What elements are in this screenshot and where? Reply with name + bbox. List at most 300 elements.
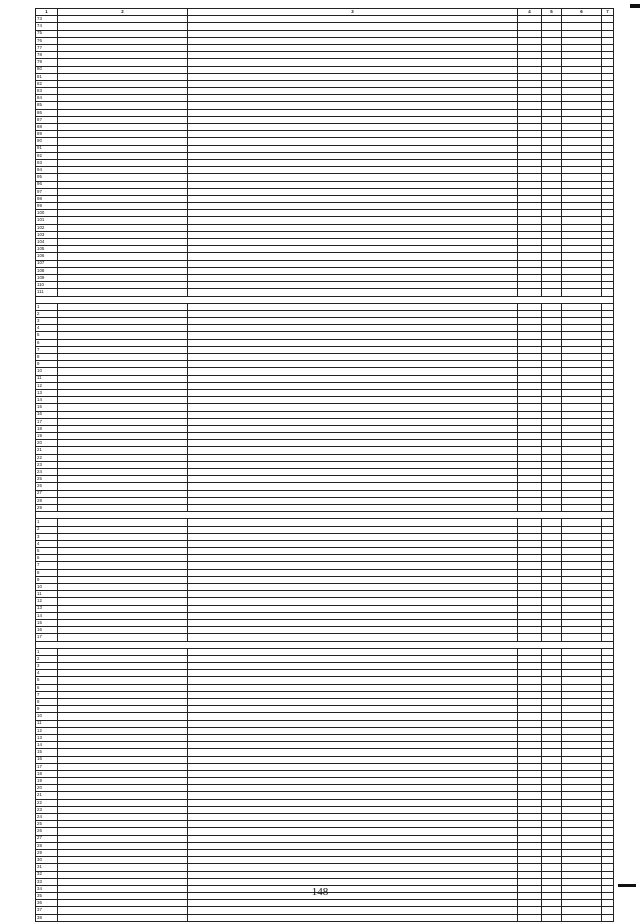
table-row	[36, 318, 614, 325]
cell-c2	[58, 857, 188, 864]
cell-c3	[188, 849, 518, 856]
cell-c4	[518, 303, 542, 310]
cell-c2	[58, 447, 188, 454]
cell-c7	[602, 375, 614, 382]
cell-c1: 84	[36, 95, 58, 102]
cell-c3	[188, 37, 518, 44]
cell-c7	[602, 339, 614, 346]
table-row	[36, 361, 614, 368]
cell-c1: 28	[36, 842, 58, 849]
cell-c7	[602, 734, 614, 741]
cell-c7	[602, 634, 614, 641]
table-row	[36, 425, 614, 432]
cell-c2	[58, 878, 188, 885]
table-row	[36, 203, 614, 210]
cell-c3	[188, 66, 518, 73]
cell-c4	[518, 361, 542, 368]
cell-c2	[58, 260, 188, 267]
table-row	[36, 145, 614, 152]
cell-c7	[602, 749, 614, 756]
table-row	[36, 37, 614, 44]
cell-c7	[602, 224, 614, 231]
table-row	[36, 799, 614, 806]
table-row	[36, 159, 614, 166]
cell-c5	[542, 699, 562, 706]
cell-c7	[602, 203, 614, 210]
cell-c7	[602, 310, 614, 317]
cell-c1: 107	[36, 260, 58, 267]
cell-c3	[188, 145, 518, 152]
cell-c1: 15	[36, 404, 58, 411]
cell-c3	[188, 210, 518, 217]
cell-c3	[188, 691, 518, 698]
cell-c3	[188, 310, 518, 317]
cell-c5	[542, 37, 562, 44]
cell-c3	[188, 799, 518, 806]
cell-c5	[542, 540, 562, 547]
cell-c1: 104	[36, 239, 58, 246]
cell-c6	[562, 289, 602, 296]
table-row	[36, 878, 614, 885]
cell-c2	[58, 907, 188, 914]
cell-c3	[188, 806, 518, 813]
cell-c5	[542, 605, 562, 612]
cell-c4	[518, 634, 542, 641]
cell-c3	[188, 821, 518, 828]
cell-c7	[602, 325, 614, 332]
cell-c3	[188, 540, 518, 547]
cell-c6	[562, 842, 602, 849]
cell-c3	[188, 318, 518, 325]
cell-c3	[188, 533, 518, 540]
table-row	[36, 555, 614, 562]
cell-c2	[58, 584, 188, 591]
cell-c4	[518, 864, 542, 871]
cell-c2	[58, 533, 188, 540]
cell-c5	[542, 203, 562, 210]
table-row	[36, 433, 614, 440]
cell-c2	[58, 346, 188, 353]
cell-c6	[562, 274, 602, 281]
cell-c6	[562, 763, 602, 770]
cell-c5	[542, 454, 562, 461]
cell-c3	[188, 907, 518, 914]
cell-c4	[518, 627, 542, 634]
cell-c4	[518, 339, 542, 346]
cell-c1: 93	[36, 159, 58, 166]
cell-c4	[518, 648, 542, 655]
cell-c3	[188, 792, 518, 799]
header-col-5: 5	[542, 9, 562, 16]
cell-c5	[542, 318, 562, 325]
cell-c1: 74	[36, 23, 58, 30]
cell-c7	[602, 289, 614, 296]
cell-c3	[188, 727, 518, 734]
cell-c7	[602, 684, 614, 691]
cell-c1: 24	[36, 469, 58, 476]
table-row	[36, 706, 614, 713]
cell-c5	[542, 619, 562, 626]
cell-c1: 99	[36, 203, 58, 210]
cell-c4	[518, 720, 542, 727]
cell-c5	[542, 792, 562, 799]
cell-c5	[542, 274, 562, 281]
table-row	[36, 116, 614, 123]
cell-c5	[542, 239, 562, 246]
cell-c6	[562, 88, 602, 95]
cell-c2	[58, 282, 188, 289]
cell-c5	[542, 871, 562, 878]
cell-c7	[602, 303, 614, 310]
cell-c2	[58, 454, 188, 461]
cell-c6	[562, 691, 602, 698]
cell-c4	[518, 354, 542, 361]
cell-c2	[58, 814, 188, 821]
scan-mark-bottom-right	[618, 884, 636, 887]
cell-c1: 7	[36, 562, 58, 569]
cell-c1: 34	[36, 885, 58, 892]
cell-c6	[562, 109, 602, 116]
cell-c4	[518, 167, 542, 174]
cell-c4	[518, 584, 542, 591]
cell-c7	[602, 131, 614, 138]
cell-c5	[542, 389, 562, 396]
cell-c5	[542, 88, 562, 95]
cell-c6	[562, 30, 602, 37]
cell-c1: 14	[36, 742, 58, 749]
cell-c3	[188, 584, 518, 591]
cell-c5	[542, 181, 562, 188]
cell-c5	[542, 418, 562, 425]
cell-c2	[58, 749, 188, 756]
cell-c5	[542, 569, 562, 576]
table-row	[36, 469, 614, 476]
cell-c7	[602, 756, 614, 763]
cell-c1: 17	[36, 418, 58, 425]
table-row	[36, 224, 614, 231]
cell-c6	[562, 562, 602, 569]
cell-c5	[542, 526, 562, 533]
cell-c4	[518, 591, 542, 598]
cell-c3	[188, 425, 518, 432]
cell-c3	[188, 814, 518, 821]
cell-c1: 83	[36, 88, 58, 95]
table-row	[36, 821, 614, 828]
cell-c4	[518, 849, 542, 856]
table-row	[36, 742, 614, 749]
cell-c6	[562, 167, 602, 174]
cell-c5	[542, 770, 562, 777]
cell-c3	[188, 591, 518, 598]
cell-c6	[562, 411, 602, 418]
cell-c3	[188, 411, 518, 418]
cell-c2	[58, 713, 188, 720]
cell-c2	[58, 497, 188, 504]
cell-c2	[58, 66, 188, 73]
cell-c2	[58, 73, 188, 80]
cell-c2	[58, 548, 188, 555]
cell-c5	[542, 878, 562, 885]
cell-c4	[518, 555, 542, 562]
repair-schedule-table	[35, 8, 614, 922]
table-row	[36, 95, 614, 102]
cell-c7	[602, 871, 614, 878]
cell-c4	[518, 116, 542, 123]
cell-c5	[542, 461, 562, 468]
cell-c6	[562, 116, 602, 123]
cell-c7	[602, 138, 614, 145]
table-row	[36, 303, 614, 310]
cell-c6	[562, 325, 602, 332]
header-col-1: 1	[36, 9, 58, 16]
cell-c1: 14	[36, 397, 58, 404]
cell-c7	[602, 404, 614, 411]
cell-c7	[602, 152, 614, 159]
cell-c3	[188, 447, 518, 454]
cell-c2	[58, 756, 188, 763]
cell-c1: 5	[36, 548, 58, 555]
table-body	[36, 9, 614, 922]
cell-c7	[602, 548, 614, 555]
table-row	[36, 663, 614, 670]
cell-c6	[562, 526, 602, 533]
cell-c5	[542, 447, 562, 454]
cell-c6	[562, 52, 602, 59]
cell-c7	[602, 785, 614, 792]
cell-c4	[518, 619, 542, 626]
cell-c2	[58, 469, 188, 476]
cell-c2	[58, 598, 188, 605]
table-row	[36, 806, 614, 813]
cell-c3	[188, 95, 518, 102]
cell-c4	[518, 821, 542, 828]
cell-c5	[542, 289, 562, 296]
cell-c7	[602, 677, 614, 684]
cell-c6	[562, 605, 602, 612]
cell-c7	[602, 239, 614, 246]
cell-c6	[562, 145, 602, 152]
cell-c3	[188, 253, 518, 260]
cell-c5	[542, 80, 562, 87]
table-row	[36, 605, 614, 612]
cell-c1: 75	[36, 30, 58, 37]
cell-c1: 73	[36, 16, 58, 23]
cell-c5	[542, 16, 562, 23]
cell-c1: 32	[36, 871, 58, 878]
cell-c5	[542, 397, 562, 404]
cell-c7	[602, 109, 614, 116]
cell-c7	[602, 23, 614, 30]
cell-c5	[542, 663, 562, 670]
cell-c2	[58, 210, 188, 217]
table-row	[36, 842, 614, 849]
cell-c2	[58, 461, 188, 468]
cell-c1: 9	[36, 576, 58, 583]
cell-c7	[602, 52, 614, 59]
cell-c2	[58, 799, 188, 806]
cell-c4	[518, 742, 542, 749]
cell-c1: 18	[36, 770, 58, 777]
cell-c3	[188, 663, 518, 670]
cell-c5	[542, 95, 562, 102]
cell-c1: 88	[36, 124, 58, 131]
table-row	[36, 533, 614, 540]
cell-c7	[602, 778, 614, 785]
cell-c2	[58, 188, 188, 195]
cell-c1: 13	[36, 605, 58, 612]
cell-c7	[602, 900, 614, 907]
table-row	[36, 497, 614, 504]
table-row	[36, 80, 614, 87]
cell-c6	[562, 569, 602, 576]
cell-c1: 24	[36, 814, 58, 821]
cell-c2	[58, 519, 188, 526]
cell-c4	[518, 325, 542, 332]
cell-c6	[562, 181, 602, 188]
cell-c6	[562, 174, 602, 181]
table-row	[36, 720, 614, 727]
cell-c3	[188, 483, 518, 490]
cell-c5	[542, 548, 562, 555]
cell-c1: 97	[36, 188, 58, 195]
cell-c3	[188, 116, 518, 123]
table-row	[36, 849, 614, 856]
cell-c7	[602, 267, 614, 274]
cell-c4	[518, 375, 542, 382]
cell-c5	[542, 167, 562, 174]
cell-c6	[562, 814, 602, 821]
cell-c6	[562, 627, 602, 634]
cell-c3	[188, 23, 518, 30]
cell-c3	[188, 785, 518, 792]
cell-c6	[562, 720, 602, 727]
cell-c6	[562, 231, 602, 238]
cell-c7	[602, 691, 614, 698]
cell-c5	[542, 648, 562, 655]
cell-c4	[518, 490, 542, 497]
cell-c5	[542, 727, 562, 734]
cell-c2	[58, 504, 188, 511]
cell-c4	[518, 548, 542, 555]
table-row	[36, 569, 614, 576]
table-row	[36, 325, 614, 332]
cell-c3	[188, 80, 518, 87]
cell-c7	[602, 246, 614, 253]
column-number-row	[36, 9, 614, 16]
cell-c7	[602, 282, 614, 289]
cell-c5	[542, 368, 562, 375]
cell-c2	[58, 663, 188, 670]
cell-c5	[542, 469, 562, 476]
cell-c5	[542, 835, 562, 842]
cell-c2	[58, 361, 188, 368]
cell-c1: 108	[36, 267, 58, 274]
table-row	[36, 763, 614, 770]
cell-c2	[58, 612, 188, 619]
cell-c7	[602, 842, 614, 849]
cell-c4	[518, 124, 542, 131]
cell-c2	[58, 181, 188, 188]
table-row	[36, 476, 614, 483]
cell-c6	[562, 533, 602, 540]
header-col-6: 6	[562, 9, 602, 16]
table-row	[36, 612, 614, 619]
cell-c6	[562, 447, 602, 454]
cell-c1: 25	[36, 821, 58, 828]
table-row	[36, 267, 614, 274]
cell-c3	[188, 203, 518, 210]
cell-c7	[602, 655, 614, 662]
cell-c6	[562, 159, 602, 166]
cell-c2	[58, 411, 188, 418]
cell-c4	[518, 253, 542, 260]
table-row	[36, 44, 614, 51]
cell-c4	[518, 109, 542, 116]
cell-c2	[58, 871, 188, 878]
cell-c1: 76	[36, 37, 58, 44]
cell-c2	[58, 770, 188, 777]
cell-c5	[542, 267, 562, 274]
cell-c2	[58, 382, 188, 389]
cell-c1: 30	[36, 857, 58, 864]
cell-c2	[58, 231, 188, 238]
header-col-4: 4	[518, 9, 542, 16]
cell-c2	[58, 195, 188, 202]
cell-c2	[58, 864, 188, 871]
cell-c2	[58, 821, 188, 828]
cell-c6	[562, 368, 602, 375]
table-row	[36, 124, 614, 131]
cell-c4	[518, 900, 542, 907]
cell-c2	[58, 203, 188, 210]
header-col-7: 7	[602, 9, 614, 16]
cell-c7	[602, 73, 614, 80]
cell-c4	[518, 95, 542, 102]
cell-c2	[58, 785, 188, 792]
cell-c4	[518, 52, 542, 59]
cell-c5	[542, 562, 562, 569]
cell-c2	[58, 368, 188, 375]
cell-c1: 33	[36, 878, 58, 885]
cell-c2	[58, 37, 188, 44]
cell-c6	[562, 138, 602, 145]
cell-c5	[542, 864, 562, 871]
cell-c3	[188, 325, 518, 332]
cell-c7	[602, 37, 614, 44]
section-heading	[36, 512, 614, 519]
cell-c7	[602, 80, 614, 87]
cell-c4	[518, 447, 542, 454]
cell-c3	[188, 246, 518, 253]
cell-c7	[602, 354, 614, 361]
cell-c2	[58, 138, 188, 145]
cell-c1: 106	[36, 253, 58, 260]
cell-c5	[542, 490, 562, 497]
table-row	[36, 900, 614, 907]
cell-c4	[518, 734, 542, 741]
cell-c3	[188, 756, 518, 763]
cell-c5	[542, 842, 562, 849]
cell-c4	[518, 469, 542, 476]
cell-c1: 26	[36, 828, 58, 835]
cell-c7	[602, 195, 614, 202]
cell-c5	[542, 900, 562, 907]
cell-c3	[188, 857, 518, 864]
cell-c4	[518, 282, 542, 289]
cell-c2	[58, 562, 188, 569]
cell-c3	[188, 749, 518, 756]
cell-c5	[542, 799, 562, 806]
